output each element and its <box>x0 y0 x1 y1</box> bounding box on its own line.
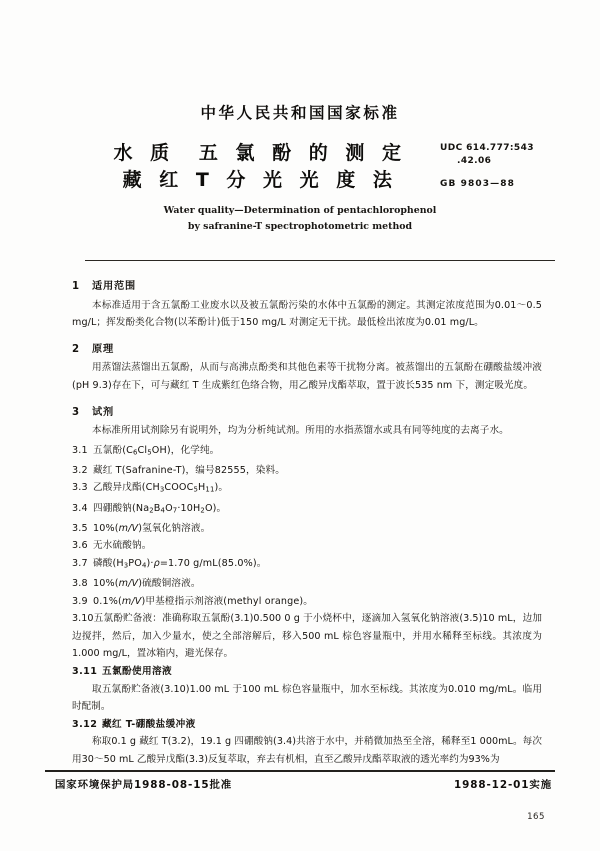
standard-code-block <box>440 142 590 191</box>
reagent-item <box>72 479 542 499</box>
section-number-1: 1 <box>72 281 80 292</box>
reagent-text: 藏红 T(Safranine-T)，编号82555，染料。 <box>93 464 285 476</box>
reagent-text: 四硼酸钠$(Na_2B_4O_7\cdot 10H_2O)$。 <box>93 502 227 515</box>
footer-divider <box>45 770 555 772</box>
reagent-block-number: 3.12 <box>72 718 98 730</box>
section-paragraph-3: 本标准所用试剂除另有说明外，均为分析纯试剂。所用的水指蒸馏水或具有同等纯度的去离子水。 <box>92 425 509 437</box>
reagent-block-title: 五氯酚使用溶液 <box>102 665 172 677</box>
section-heading-2 <box>72 341 542 359</box>
national-standard-label: 中华人民共和国国家标准 <box>200 104 400 122</box>
reagent-item <box>72 593 542 611</box>
section-number-2: 2 <box>72 343 80 355</box>
section-number-3: 3 <box>72 406 80 418</box>
reagent-block-heading <box>72 716 542 734</box>
reagent-number: 3.6 <box>72 540 88 552</box>
footer-approval: 国家环境保护局1988-08-15批准 <box>55 779 233 791</box>
reagent-block-heading <box>72 663 542 681</box>
reagent-block-title: 五氯酚贮备液： <box>93 613 163 625</box>
english-title-line-1: Water quality—Determination of pentachlorophenol <box>163 205 437 216</box>
reagent-block-number: 3.10 <box>72 613 94 625</box>
reagent-block-inline <box>72 610 542 663</box>
reagent-text: 乙酸异戊酯$(CH_3COOC_5H_{11})$。 <box>93 482 229 494</box>
udc-line-1: UDC 614.777:543 <box>440 143 534 153</box>
section-heading-3 <box>72 404 542 422</box>
reagent-text: 10%(m/V)硫酸铜溶液。 <box>93 577 201 589</box>
reagent-number: 3.3 <box>72 482 88 494</box>
page-number: 165 <box>527 812 545 822</box>
section-title-1: 适用范围 <box>92 281 136 292</box>
reagent-item <box>72 442 542 462</box>
section-title-3: 试剂 <box>92 406 114 418</box>
reagent-item <box>72 500 542 520</box>
reagent-number: 3.5 <box>72 522 88 534</box>
udc-line-2: .42.06 <box>457 155 492 166</box>
reagent-item <box>72 555 542 575</box>
title-line-1: 水 质 五 氯 酚 的 测 定 <box>113 142 407 164</box>
reagent-number: 3.4 <box>72 502 88 514</box>
section-title-2: 原理 <box>92 343 114 355</box>
reagent-item <box>72 575 542 593</box>
reagent-block-body: 准确称取五氯酚(3.1)0.500 0 g 于小烧杯中，逐滴加入氢氧化钠溶液(3.5)10 mL，边加边搅拌，然后，加入少量水，使之全部溶解后，移入500 mL 棕色容量瓶中，并用水稀释至标线。其浓度为1.000 mg/L，置冰箱内，避光保存。 <box>72 613 542 660</box>
reagent-block-body: 称取0.1 g 藏红 T(3.2)，19.1 g 四硼酸钠(3.4)共溶于水中，并稍微加热至全溶，稀释至1 000mL。每次用30～50 mL 乙酸异戊酯(3.3)反复萃取，弃去有机相，直至乙酸异戊酯萃取液的透光率约为93%为 <box>72 736 542 765</box>
reagent-block-number: 3.11 <box>72 665 98 677</box>
reagent-number: 3.9 <box>72 595 88 607</box>
reagent-number: 3.7 <box>72 557 88 569</box>
header-divider <box>85 260 555 261</box>
footer-effective-date: 1988-12-01实施 <box>453 779 552 791</box>
section-paragraph-2: 用蒸馏法蒸馏出五氯酚，从而与高沸点酚类和其他色素等干扰物分离。被蒸馏出的五氯酚在硼酸盐缓冲液(pH 9.3)存在下，可与藏红 T 生成紫红色络合物，用乙酸异戊酯萃取，置于波长535 nm 下，测定吸光度。 <box>72 362 542 391</box>
reagent-text: 10%(m/V)氢氧化钠溶液。 <box>93 522 211 534</box>
standard-number: GB 9803—88 <box>440 179 515 189</box>
reagent-list <box>72 442 542 610</box>
reagent-number: 3.8 <box>72 577 88 589</box>
reagent-number: 3.1 <box>72 444 88 456</box>
document-title <box>95 140 425 194</box>
section-heading-1 <box>72 278 542 296</box>
reagent-text: 磷酸$(H_3PO_4)\cdot\rho=1.70$ g/mL(85.0%)。 <box>93 557 267 570</box>
reagent-block-body: 取五氯酚贮备液(3.10)1.00 mL 于100 mL 棕色容量瓶中，加水至标线。其浓度为0.010 mg/mL。临用时配制。 <box>72 683 542 713</box>
english-title <box>0 203 600 234</box>
reagent-item <box>72 520 542 538</box>
english-title-line-2: by safranine-T spectrophotometric method <box>187 220 413 232</box>
reagent-item <box>72 537 542 555</box>
reagent-item <box>72 462 542 480</box>
section-paragraph-1: 本标准适用于含五氯酚工业废水以及被五氯酚污染的水体中五氯酚的测定。其测定浓度范围为0.01～0.5 mg/L；挥发酚类化合物(以苯酚计)低于150 mg/L 对测定无干扰。最低检出浓度为0.01 mg/L。 <box>72 299 542 329</box>
document-body <box>72 278 542 769</box>
reagent-number: 3.2 <box>72 464 88 476</box>
reagent-block-list <box>72 610 542 768</box>
title-line-2: 藏 红 T 分 光 光 度 法 <box>122 169 398 191</box>
reagent-text: 无水硫酸钠。 <box>93 540 152 552</box>
reagent-text: 五氯酚$(C_6Cl_5OH)$，化学纯。 <box>93 444 220 457</box>
reagent-block-title: 藏红 T-硼酸盐缓冲液 <box>102 718 196 730</box>
reagent-text: 0.1%(m/V)甲基橙指示剂溶液(methyl orange)。 <box>93 595 314 607</box>
